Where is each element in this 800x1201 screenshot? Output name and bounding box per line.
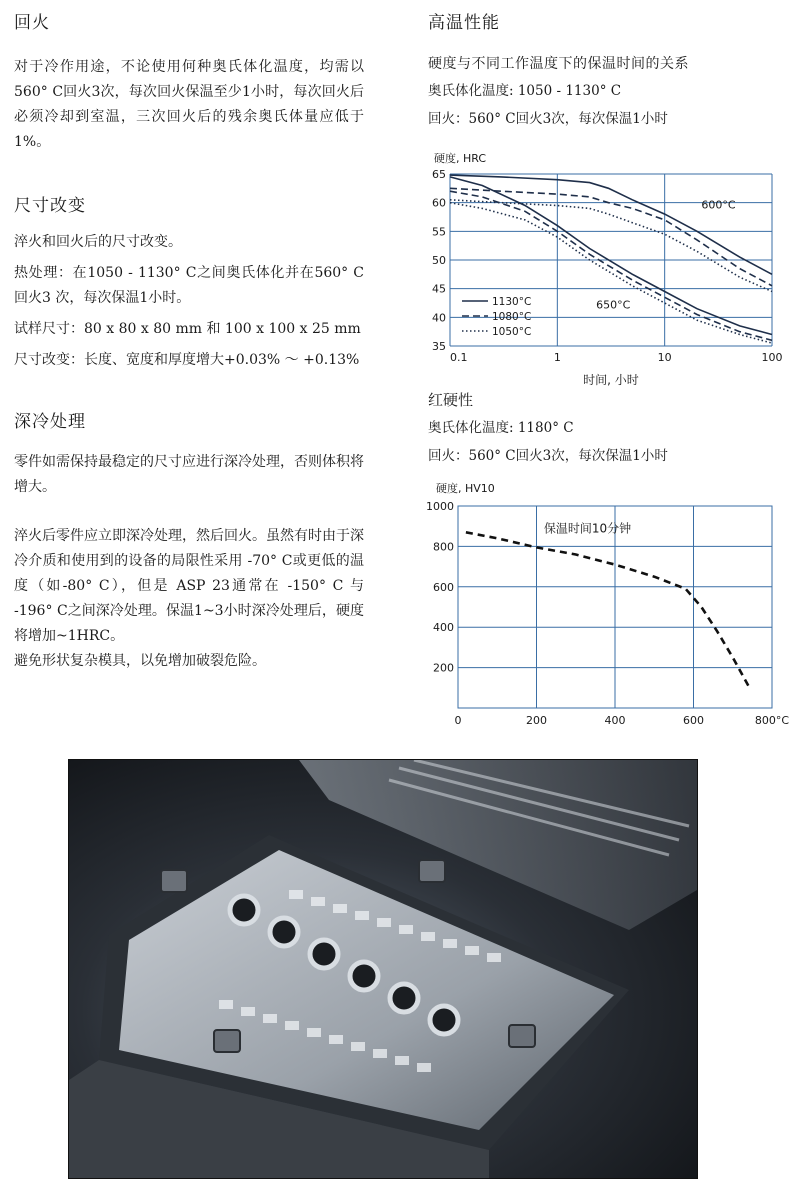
red-hardness-block (428, 386, 790, 470)
hardness-time-chart (420, 150, 792, 390)
x-tick-label: 800°C (754, 714, 790, 727)
left-column (14, 8, 364, 674)
y-tick-label: 600 (433, 580, 454, 594)
x-tick-label: 10 (657, 351, 672, 364)
y-tick-label: 400 (433, 621, 454, 635)
y-tick-label: 65 (432, 168, 446, 181)
subzero-text-1: 零件如需保持最稳定的尺寸应进行深冷处理，否则体积将增大。 (14, 454, 364, 495)
chart1-title: 硬度与不同工作温度下的保温时间的关系 (428, 56, 689, 72)
x-tick-label: 200 (526, 714, 547, 727)
section-heading-high-temp: 高温性能 (428, 13, 500, 33)
chart1-line-1: 奥氏体化温度: 1050 - 1130° C (428, 83, 622, 99)
series-line-600°C-1050°C (450, 200, 772, 292)
x-axis-label: 时间, 小时 (583, 373, 639, 387)
y-tick-label: 35 (432, 340, 446, 353)
series-line-600°C-1130°C (450, 175, 772, 274)
series-line-0 (466, 532, 749, 686)
section-heading-tempering: 回火 (14, 13, 50, 33)
dimension-text-2: 热处理：在1050 - 1130° C之间奥氏体化并在560° C回火3 次，每次保温1小时。 (14, 265, 364, 306)
dimension-text-4: 尺寸改变：长度、宽度和厚度增大+0.03% ～ +0.13% (14, 352, 360, 368)
y-tick-label: 200 (433, 661, 454, 675)
annotation-label: 保温时间10分钟 (543, 521, 632, 536)
annotation-label-0: 600°C (701, 198, 736, 212)
right-column (428, 8, 790, 133)
annotation-label-1: 650°C (596, 298, 631, 312)
chart1-line-2: 回火：560° C回火3次，每次保温1小时 (428, 111, 668, 127)
x-tick-label: 0.1 (450, 351, 468, 364)
x-tick-label: 600 (683, 714, 704, 727)
legend-label: 1050°C (492, 326, 532, 338)
tempering-text: 对于冷作用途，不论使用何种奥氏体化温度，均需以560° C回火3次，每次回火保温至少1小时，每次回火后必须冷却到室温，三次回火后的残余奥氏体量应低于1%。 (14, 59, 364, 150)
dimension-text-1: 淬火和回火后的尺寸改变。 (14, 234, 182, 250)
chart2-heading: 红硬性 (428, 391, 474, 409)
section-heading-dimension-change: 尺寸改变 (14, 196, 86, 216)
x-tick-label: 100 (761, 351, 783, 364)
section-heading-subzero: 深冷处理 (14, 412, 86, 432)
y-tick-label: 60 (432, 196, 446, 210)
chart2-line-1: 奥氏体化温度: 1180° C (428, 420, 574, 436)
y-tick-label: 1000 (426, 500, 454, 513)
chart2-line-2: 回火：560° C回火3次，每次保温1小时 (428, 448, 668, 464)
subzero-text-3: 避免形状复杂模具，以免增加破裂危险。 (14, 653, 266, 669)
x-tick-label: 1 (553, 351, 561, 364)
dimension-text-3: 试样尺寸：80 x 80 x 80 mm 和 100 x 100 x 25 mm (14, 321, 361, 337)
legend-label: 1080°C (492, 311, 532, 323)
red-hardness-chart (420, 476, 795, 728)
y-axis-label: 硬度, HRC (434, 152, 487, 165)
y-tick-label: 50 (432, 254, 446, 267)
y-tick-label: 55 (432, 225, 446, 239)
y-tick-label: 800 (433, 540, 454, 554)
y-tick-label: 45 (432, 282, 446, 296)
tooling-photo (68, 759, 698, 1179)
x-tick-label: 0 (454, 714, 462, 727)
y-tick-label: 40 (432, 311, 446, 325)
legend-label: 1130°C (492, 296, 532, 308)
x-tick-label: 400 (604, 714, 626, 727)
progressive-die-image (69, 760, 697, 1178)
subzero-text-2: 淬火后零件应立即深冷处理，然后回火。虽然有时由于深冷介质和使用到的设备的局限性采用 -70° C或更低的温度（如-80° C），但是 ASP 23通常在 -150° C 与 -196° C之间深冷处理。保温1~3小时深冷处理后，硬度将增加~1HRC。 (14, 528, 364, 644)
y-axis-label: 硬度, HV10 (436, 482, 495, 495)
